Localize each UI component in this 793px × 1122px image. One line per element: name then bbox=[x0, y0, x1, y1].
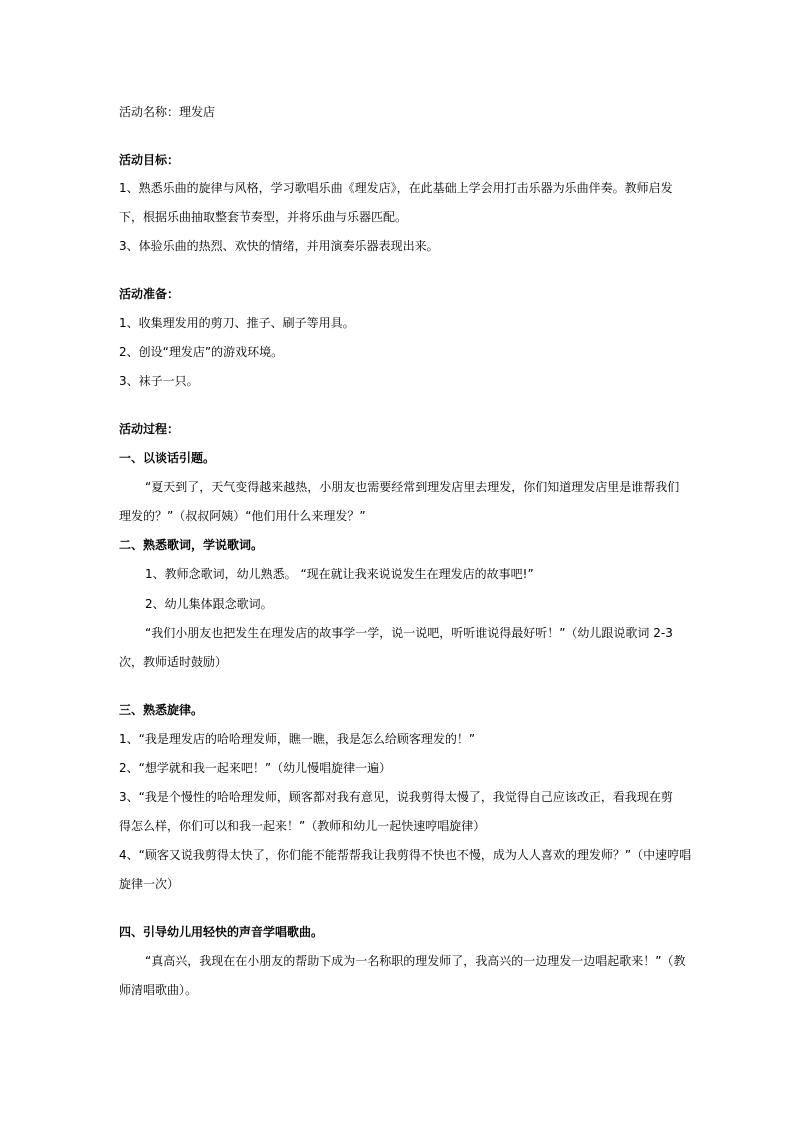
section-2-item-2: 2、幼儿集体跟念歌词。 bbox=[145, 597, 273, 611]
section-3-item-2: 2、“想学就和我一起来吧！”（幼儿慢唱旋律一遍） bbox=[119, 761, 392, 775]
section-3-item-3-line-2: 得怎么样，你们可以和我一起来！”（教师和幼儿一起快速哼唱旋律） bbox=[119, 819, 486, 833]
goals-line-1: 1、熟悉乐曲的旋律与风格，学习歌唱乐曲《理发店》，在此基础上学会用打击乐器为乐曲伴奏。教师启发 bbox=[119, 181, 673, 195]
section-1-para-line-1: “夏天到了，天气变得越来越热，小朋友也需要经常到理发店里去理发，你们知道理发店里是谁帮我们 bbox=[145, 480, 680, 494]
activity-name: 活动名称：理发店 bbox=[119, 105, 216, 119]
section-1-para-line-2: 理发的？”（叔叔阿姨）“他们用什么来理发？” bbox=[119, 509, 366, 523]
section-4-heading: 四、引导幼儿用轻快的声音学唱歌曲。 bbox=[119, 925, 324, 939]
section-3-item-4-line-1: 4、“顾客又说我剪得太快了，你们能不能帮帮我让我剪得不快也不慢，成为人人喜欢的理发师？”（中速哼唱 bbox=[119, 848, 692, 862]
section-4-para-line-1: “真高兴，我现在在小朋友的帮助下成为一名称职的理发师了，我高兴的一边理发一边唱起歌来！”（教 bbox=[145, 954, 686, 968]
process-heading: 活动过程： bbox=[119, 422, 180, 436]
section-1-heading: 一、以谈话引题。 bbox=[119, 451, 216, 465]
section-3-item-4-line-2: 旋律一次） bbox=[119, 877, 180, 891]
section-3-heading: 三、熟悉旋律。 bbox=[119, 703, 204, 717]
goals-heading: 活动目标： bbox=[119, 153, 180, 167]
section-2-heading: 二、熟悉歌词，学说歌词。 bbox=[119, 538, 264, 552]
prep-line-1: 1、收集理发用的剪刀、推子、刷子等用具。 bbox=[119, 316, 355, 330]
section-3-item-3-line-1: 3、“我是个慢性的哈哈理发师，顾客都对我有意见，说我剪得太慢了，我觉得自己应该改正，看我现在剪 bbox=[119, 790, 673, 804]
prep-line-3: 3、袜子一只。 bbox=[119, 374, 199, 388]
goals-line-2: 下，根据乐曲抽取整套节奏型，并将乐曲与乐器匹配。 bbox=[119, 210, 408, 224]
prep-line-2: 2、创设“理发店”的游戏环境。 bbox=[119, 345, 284, 359]
prep-heading: 活动准备： bbox=[119, 287, 180, 301]
section-2-para-line-1: “我们小朋友也把发生在理发店的故事学一学，说一说吧，听听谁说得最好听！”（幼儿跟说歌词 2-3 bbox=[145, 626, 673, 640]
section-3-item-1: 1、“我是理发店的哈哈理发师，瞧一瞧，我是怎么给顾客理发的！” bbox=[119, 732, 476, 746]
section-2-item-1: 1、教师念歌词，幼儿熟悉。 “现在就让我来说说发生在理发店的故事吧!” bbox=[145, 567, 534, 581]
section-4-para-line-2: 师清唱歌曲）。 bbox=[119, 983, 198, 997]
goals-line-3: 3、体验乐曲的热烈、欢快的情绪，并用演奏乐器表现出来。 bbox=[119, 239, 439, 253]
section-2-para-line-2: 次，教师适时鼓励） bbox=[119, 655, 228, 669]
